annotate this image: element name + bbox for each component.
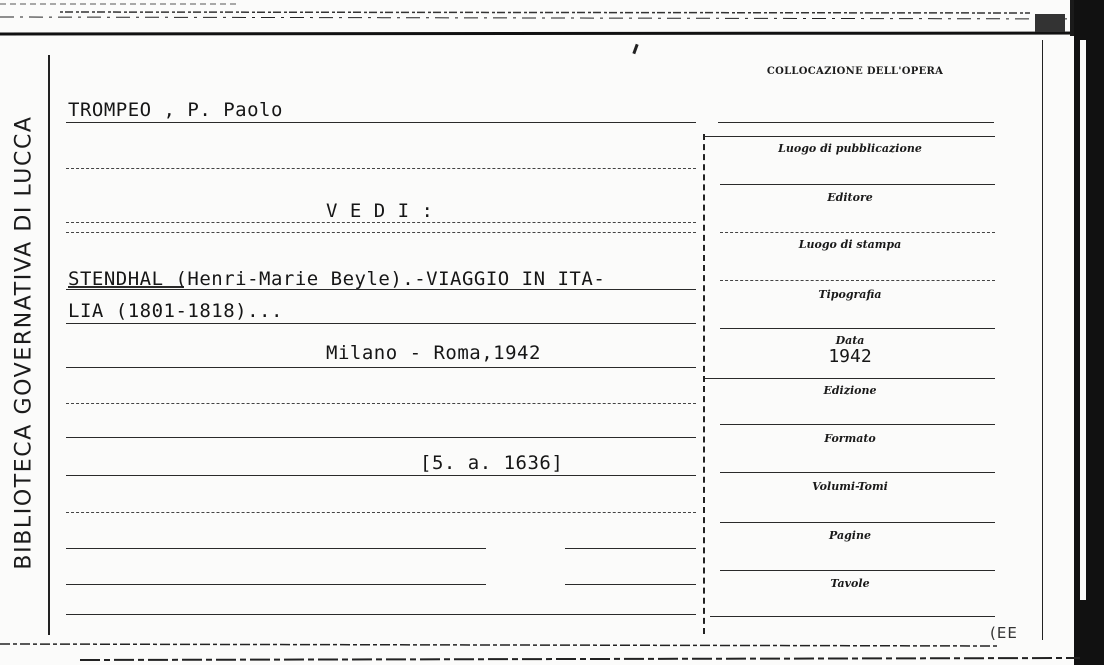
rule-line [66,584,486,585]
field-rule [720,424,995,425]
rule-line [66,475,696,476]
field-rule [720,570,995,571]
rule-line [66,437,696,438]
scan-noise-bottom [0,640,1104,665]
field-label-editore: Editore [827,191,873,204]
rule-line [66,323,696,324]
field-rule [720,522,995,523]
field-label-volumi-tomi: Volumi-Tomi [812,480,888,493]
field-rule [705,136,995,137]
right-edge-line [1042,40,1043,640]
imprint: Milano - Roma,1942 [326,342,541,364]
field-rule [718,122,994,123]
field-label-tipografia: Tipografia [818,288,882,301]
rule-line [66,232,696,233]
field-rule [720,280,995,281]
field-label-tavole: Tavole [830,577,870,590]
field-label-luogo-pubblicazione: Luogo di pubblicazione [778,142,922,155]
rule-line [565,584,696,585]
rule-line [66,548,486,549]
scan-edge-gap [1080,40,1086,600]
rule-line [66,403,696,404]
field-label-edizione: Edizione [823,384,877,397]
author-heading: TROMPEO , P. Paolo [68,99,283,121]
field-value-data: 1942 [828,346,872,367]
rule-line [66,512,696,513]
scan-noise-top [0,0,1104,36]
rule-line [66,122,696,123]
field-rule [705,378,995,379]
library-spine-label [6,42,42,642]
rule-line [66,614,696,615]
field-rule [720,472,995,473]
field-label-luogo-stampa: Luogo di stampa [798,238,902,251]
field-rule [710,616,995,617]
rule-line [66,222,696,223]
rule-line [66,168,696,169]
scan-edge-right [1074,0,1104,665]
ink-mark [632,44,638,54]
field-rule [720,328,995,329]
field-rule [720,184,995,185]
collocazione-heading: COLLOCAZIONE DELL'OPERA [766,66,944,77]
field-label-pagine: Pagine [829,529,871,542]
left-margin-line [48,55,50,635]
vedi-label: V E D I : [326,200,434,222]
corner-mark: (EE [990,624,1018,642]
field-label-formato: Formato [824,432,876,445]
rule-line [565,548,696,549]
shelfmark: [5. a. 1636] [420,452,564,474]
reference-line-1: STENDHAL (Henri-Marie Beyle).-VIAGGIO IN ITA- [68,268,606,290]
library-name: BIBLIOTECA GOVERNATIVA DI LUCCA [11,114,37,570]
field-rule [720,232,995,233]
rule-line [66,367,696,368]
field-label-data: Data [835,334,865,347]
reference-line-2: LIA (1801-1818)... [68,300,283,322]
